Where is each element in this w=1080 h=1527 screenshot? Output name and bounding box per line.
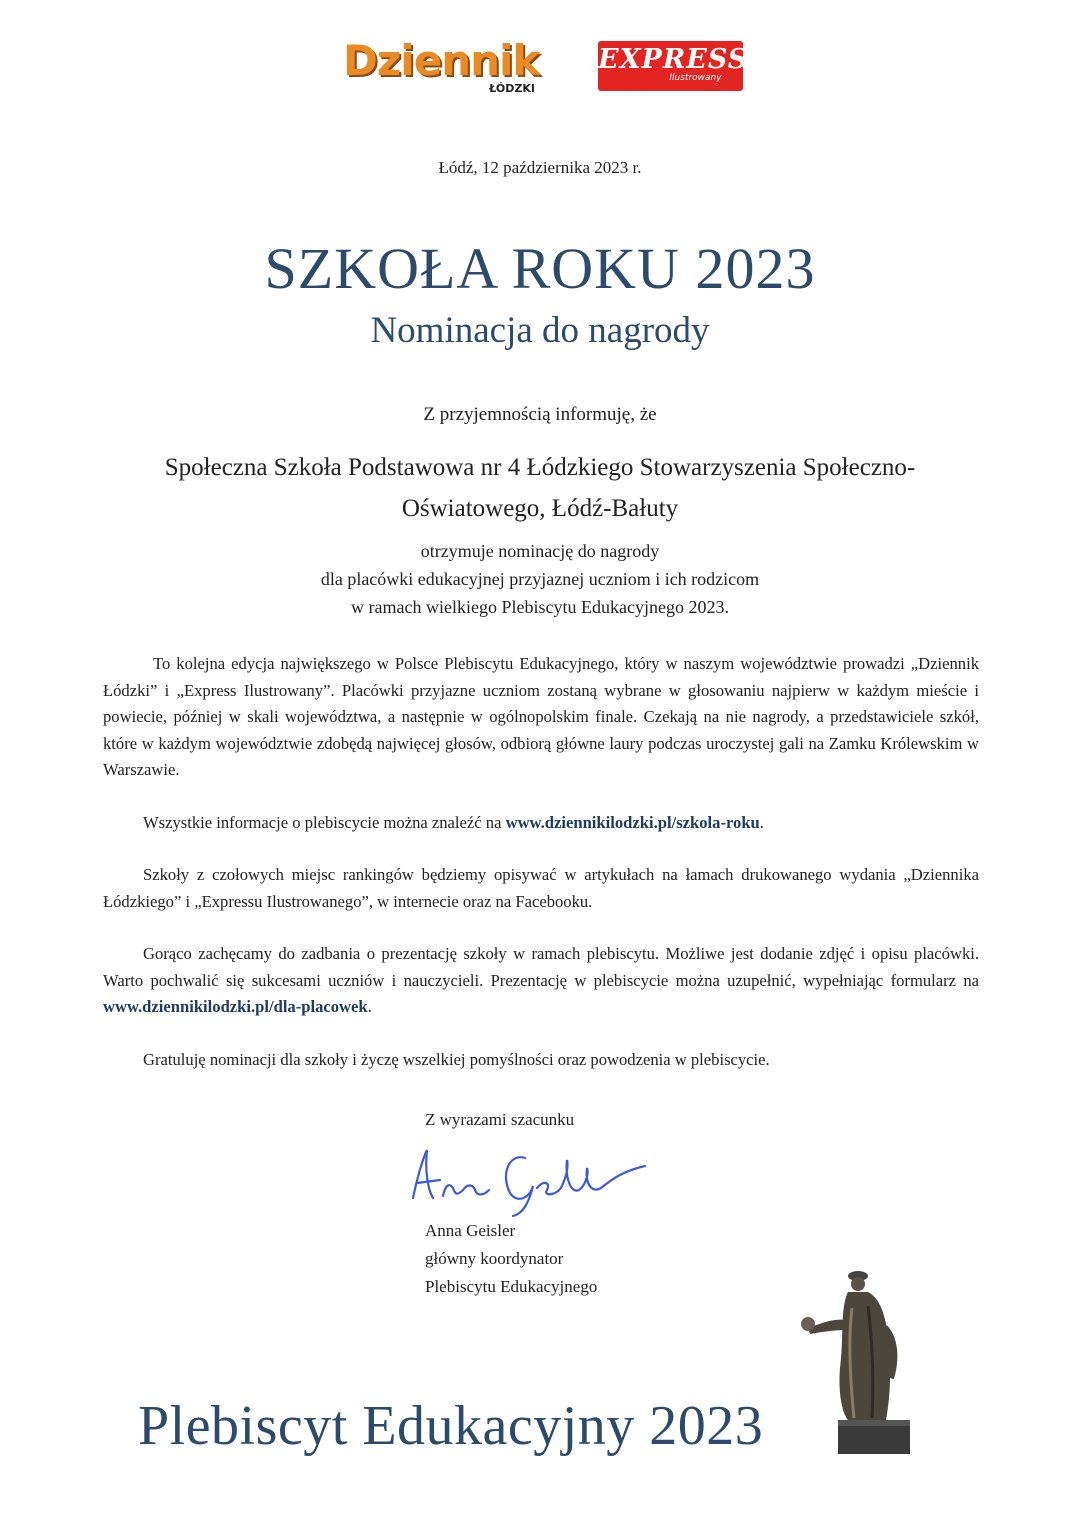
dziennik-logo-word: Dziennik: [343, 36, 540, 85]
paragraph-presentation: [103, 941, 979, 1021]
header-logos: [0, 38, 1080, 98]
letter-body: [103, 651, 979, 1099]
intro-line: Z przyjemnością informuję, że: [423, 404, 657, 425]
footer-title: Plebiscyt Edukacyjny 2023: [138, 1395, 764, 1457]
letter-date: Łódź, 12 października 2023 r.: [438, 158, 642, 177]
school-name-line-2: Oświatowego, Łódź-Bałuty: [401, 495, 679, 522]
paragraph-rankings: Szkoły z czołowych miejsc rankingów będziemy opisywać w artykułach na łamach drukowanego wydania „Dziennika Łódzkiego” i „Expressu Ilustrowanego”, w internecie oraz na Facebooku.: [103, 865, 979, 911]
trophy-statue-icon: [790, 1268, 920, 1458]
award-line-2: dla placówki edukacyjnej przyjaznej uczniom i ich rodzicom: [320, 569, 760, 589]
paragraph-plebiscite-info: To kolejna edycja największego w Polsce Plebiscytu Edukacyjnego, który w naszym województwie prowadzi „Dziennik Łódzki” i „Express Ilustrowany”. Placówki przyjazne uczniom zostaną wybrane w głosowaniu najpierw w każdym mieście i powiecie, później w skali województwa, a następnie w ogólnopolskim finale. Czekają na nie nagrody, a przedstawiciele szkół, które w każdym województwie zdobędą najwięcej głosów, odbiorą główne laury podczas uroczystej gali na Zamku Królewskim w Warszawie.: [103, 654, 979, 779]
page-subtitle: Nominacja do nagrody: [370, 310, 710, 351]
closing-phrase: Z wyrazami szacunku: [425, 1110, 575, 1129]
school-name: [100, 447, 980, 529]
signer-name: Anna Geisler: [425, 1221, 516, 1240]
paragraph-presentation-end: .: [367, 997, 372, 1016]
school-name-line-1: Społeczna Szkoła Podstawowa nr 4 Łódzkiego Stowarzyszenia Społeczno-: [164, 454, 916, 481]
dziennik-lodzki-logo: [343, 36, 540, 95]
paragraph-info-link: [103, 810, 979, 837]
award-description: [0, 537, 1080, 621]
express-logo-word: EXPRESS: [598, 44, 749, 75]
paragraph-presentation-text: Gorąco zachęcamy do zadbania o prezentację szkoły w ramach plebiscytu. Możliwe jest dodanie zdjęć i opisu placówki. Warto pochwalić się sukcesami uczniów i nauczycieli. Prezentację w plebiscycie można uzupełnić, wypełniając formularz na: [103, 944, 979, 990]
signer-role: główny koordynator: [425, 1249, 564, 1268]
paragraph-congratulations: Gratuluję nominacji dla szkoły i życzę wszelkiej pomyślności oraz powodzenia w plebiscycie.: [143, 1049, 770, 1069]
paragraph-info-text: Wszystkie informacje o plebiscycie można znaleźć na: [143, 812, 506, 832]
express-ilustrowany-logo: [598, 41, 749, 91]
paragraph-info-end: .: [759, 812, 764, 832]
signer-block: [425, 1217, 597, 1301]
signer-organization: Plebiscytu Edukacyjnego: [425, 1277, 598, 1296]
szkola-roku-link[interactable]: www.dziennikilodzki.pl/szkola-roku: [505, 812, 760, 832]
express-logo-sub: Ilustrowany: [669, 73, 722, 83]
award-line-3: w ramach wielkiego Plebiscytu Edukacyjnego 2023.: [351, 597, 729, 617]
dziennik-logo-sub: ŁÓDZKI: [489, 82, 535, 95]
award-line-1: otrzymuje nominację do nagrody: [420, 541, 660, 561]
page-title: SZKOŁA ROKU 2023: [264, 236, 816, 301]
handwritten-signature: [405, 1138, 655, 1218]
dla-placowek-link[interactable]: www.dziennikilodzki.pl/dla-placowek: [103, 997, 368, 1016]
